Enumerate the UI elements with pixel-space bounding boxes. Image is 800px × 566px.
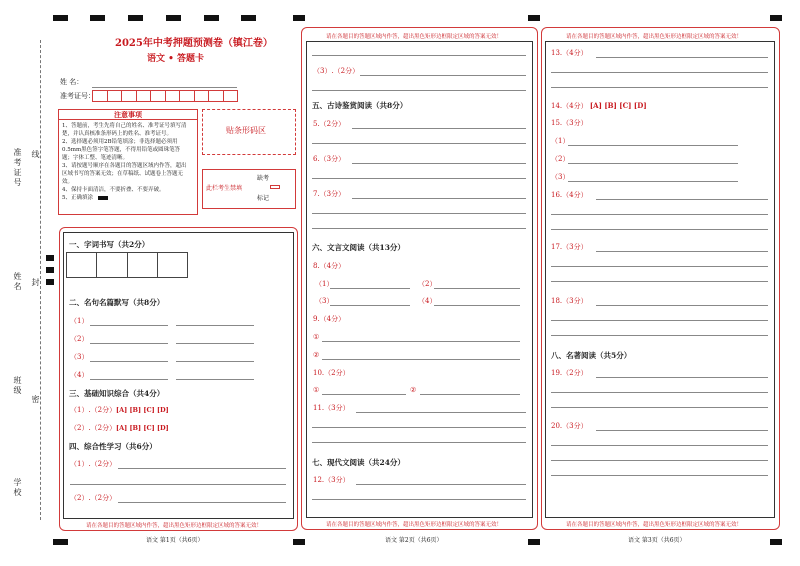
timing-mark (166, 15, 181, 21)
timing-mark (293, 539, 305, 545)
question-number: 12.（3分） (313, 476, 350, 484)
answer-line[interactable] (551, 281, 768, 282)
timing-mark (528, 539, 540, 545)
answer-line[interactable] (70, 484, 286, 485)
binding-label-id: 准考证号 (13, 148, 22, 188)
answer-line[interactable] (352, 128, 526, 129)
absent-label: 标记 (257, 195, 270, 202)
timing-mark (46, 279, 54, 285)
answer-line[interactable] (551, 214, 768, 215)
answer-line[interactable] (356, 412, 526, 413)
question-number: ② (410, 386, 417, 394)
binding-label-seal: 封 (31, 278, 40, 288)
answer-line[interactable] (90, 343, 168, 344)
answer-line[interactable] (312, 213, 526, 214)
section-title: 二、名句名篇默写（共8分） (69, 298, 165, 307)
answer-line[interactable] (551, 392, 768, 393)
question-number: （2）.（2分） (70, 494, 117, 502)
timing-mark (46, 267, 54, 273)
question-number: 20.（3分） (551, 422, 588, 430)
question-number: 6.（3分） (313, 155, 346, 163)
answer-line[interactable] (551, 229, 768, 230)
absent-checkbox[interactable] (270, 185, 280, 189)
answer-line[interactable] (322, 394, 406, 395)
notes-box (58, 109, 198, 215)
answer-line[interactable] (90, 361, 168, 362)
answer-line[interactable] (596, 57, 768, 58)
timing-mark (293, 15, 305, 21)
warning-bottom: 请在各题目的答题区域内作答，超出黑色矩形边框限定区域的答案无效！ (86, 523, 263, 529)
answer-line[interactable] (434, 288, 520, 289)
answer-line[interactable] (568, 163, 738, 164)
answer-line[interactable] (551, 320, 768, 321)
timing-mark (770, 539, 782, 545)
answer-line[interactable] (312, 90, 526, 91)
section-title: 六、文言文阅读（共13分） (312, 243, 405, 252)
question-number: （3） (70, 353, 89, 361)
notes-item: 1、答题前，考生先将自己的姓名、准考证号填写清楚，并认真核准条形码上的姓名、准考证号。 (62, 123, 187, 137)
answer-line[interactable] (596, 199, 768, 200)
answer-line[interactable] (312, 442, 526, 443)
answer-line[interactable] (551, 87, 768, 88)
warning-bottom: 请在各题目的答题区域内作答，超出黑色矩形边框限定区域的答案无效！ (566, 522, 743, 528)
notes-item: 5、正确填涂 (62, 194, 190, 202)
question-number: 5.（2分） (313, 120, 346, 128)
answer-line[interactable] (330, 288, 410, 289)
answer-line[interactable] (176, 361, 254, 362)
question-number: （3）.（2分） (313, 67, 360, 75)
question-number: （2） (70, 335, 89, 343)
answer-line[interactable] (551, 475, 768, 476)
barcode-label: 贴条形码区 (226, 126, 266, 135)
binding-label-name: 姓名 (13, 272, 22, 292)
answer-line[interactable] (551, 445, 768, 446)
absent-label: 缺考 (257, 175, 270, 182)
timing-mark (528, 15, 540, 21)
page3-footer: 语文 第3页（共6页） (628, 537, 686, 544)
warning-top: 请在各题目的答题区域内作答，超出黑色矩形边框限定区域的答案无效！ (566, 34, 743, 40)
warning-top: 请在各题目的答题区域内作答，超出黑色矩形边框限定区域的答案无效！ (326, 34, 503, 40)
question-number: （4） (70, 371, 89, 379)
binding-label-class: 班级 (13, 376, 22, 396)
timing-mark (241, 15, 256, 21)
answer-line[interactable] (312, 499, 526, 500)
answer-line[interactable] (434, 305, 520, 306)
section-title: 五、古诗鉴赏阅读（共8分） (312, 101, 408, 110)
answer-line[interactable] (356, 484, 526, 485)
word-grid[interactable] (66, 252, 188, 278)
question-number: （2） (551, 155, 570, 163)
question-number: 17.（3分） (551, 243, 588, 251)
section-title: 三、基础知识综合（共4分） (69, 389, 165, 398)
answer-line[interactable] (118, 468, 286, 469)
notes-item: 4、保持卡面清洁，不要折叠、不要弄破。 (62, 187, 165, 193)
answer-line[interactable] (568, 181, 738, 182)
question-number: （4） (418, 297, 437, 305)
binding-label-line: 线 (31, 150, 40, 160)
question-number: 10.（2分） (313, 369, 350, 377)
question-number: （1）.（2分） (70, 460, 117, 468)
answer-line[interactable] (312, 55, 526, 56)
page3-answer-frame (545, 41, 775, 518)
question-number: 16.（4分） (551, 191, 588, 199)
question-number: 11.（3分） (313, 404, 350, 412)
absent-note: 此栏考生禁填 (206, 185, 243, 192)
answer-line[interactable] (90, 325, 168, 326)
answer-line[interactable] (551, 460, 768, 461)
question-number: 18.（3分） (551, 297, 588, 305)
section-title: 八、名著阅读（共5分） (551, 351, 632, 360)
question-number: 13.（4分） (551, 49, 588, 57)
answer-line[interactable] (551, 72, 768, 73)
timing-mark (90, 15, 105, 21)
question-number: （1） (551, 137, 570, 145)
question-number: （1） (70, 317, 89, 325)
timing-mark (204, 15, 219, 21)
answer-line[interactable] (596, 251, 768, 252)
answer-line[interactable] (596, 377, 768, 378)
answer-line[interactable] (322, 359, 520, 360)
section-title: 四、综合性学习（共6分） (69, 442, 157, 451)
answer-line[interactable] (312, 178, 526, 179)
answer-line[interactable] (551, 266, 768, 267)
question-number: 15.（3分） (551, 119, 588, 127)
question-number: ① (313, 333, 320, 341)
notes-item: 3、请按题号顺序在各题目的答题区域内作答，超出区域书写的答案无效；在草稿纸、试题卷上答题无效。 (62, 163, 187, 185)
answer-line[interactable] (176, 379, 254, 380)
timing-mark (770, 15, 782, 21)
question-number: ② (313, 351, 320, 359)
choice-options[interactable]: [A] [B] [C] [D] (116, 406, 169, 414)
answer-line[interactable] (360, 75, 526, 76)
name-label: 姓 名： (60, 78, 84, 86)
question-number: （1） (315, 280, 334, 288)
question-number: （1）.（2分） (70, 406, 117, 414)
answer-line[interactable] (568, 145, 738, 146)
notes-title: 注意事项 (59, 110, 197, 120)
binding-label-secret: 密 (31, 395, 40, 405)
timing-mark (53, 539, 68, 545)
answer-line[interactable] (596, 305, 768, 306)
section-title: 七、现代文阅读（共24分） (312, 458, 405, 467)
question-number: （2） (418, 280, 437, 288)
choice-options[interactable]: [A] [B] [C] [D] (116, 424, 169, 432)
answer-line[interactable] (176, 325, 254, 326)
answer-line[interactable] (551, 407, 768, 408)
timing-mark (128, 15, 143, 21)
choice-options[interactable]: [A] [B] [C] [D] (589, 101, 647, 110)
question-number: 8.（4分） (313, 262, 346, 270)
warning-bottom: 请在各题目的答题区域内作答，超出黑色矩形边框限定区域的答案无效！ (326, 522, 503, 528)
answer-line[interactable] (90, 379, 168, 380)
answer-line[interactable] (176, 343, 254, 344)
page-subtitle: 语文 • 答题卡 (147, 54, 205, 64)
answer-line[interactable] (312, 427, 526, 428)
notes-item: 2、选择题必须用2B铅笔填涂；非选择题必须用0.5mm黑色签字笔答题，不得用铅笔或圆珠笔答题；字体工整、笔迹清晰。 (62, 139, 181, 161)
answer-line[interactable] (322, 341, 520, 342)
question-number: 14.（4分） [A] [B] [C] [D] (551, 101, 647, 110)
filled-sample-icon (98, 196, 108, 200)
answer-line[interactable] (312, 143, 526, 144)
answer-line[interactable] (352, 163, 526, 164)
section-title: 一、字词书写（共2分） (69, 240, 150, 249)
id-label: 准考证号： (60, 92, 95, 100)
answer-line[interactable] (596, 430, 768, 431)
question-number: 7.（3分） (313, 190, 346, 198)
answer-line[interactable] (118, 502, 286, 503)
answer-line[interactable] (352, 198, 526, 199)
question-number: （3） (315, 297, 334, 305)
page1-footer: 语文 第1页（共6页） (146, 537, 204, 544)
question-number: 19.（2分） (551, 369, 588, 377)
timing-mark (53, 15, 68, 21)
binding-label-school: 学校 (13, 478, 22, 498)
question-number: （3） (551, 173, 570, 181)
question-number: 9.（4分） (313, 315, 346, 323)
answer-line[interactable] (420, 394, 520, 395)
name-field[interactable] (92, 87, 237, 88)
timing-mark (46, 255, 54, 261)
question-number: （2）.（2分） (70, 424, 117, 432)
answer-line[interactable] (330, 305, 410, 306)
answer-line[interactable] (312, 228, 526, 229)
question-number: ① (313, 386, 320, 394)
id-input-grid[interactable] (92, 90, 238, 102)
answer-line[interactable] (551, 335, 768, 336)
page2-footer: 语文 第2页（共6页） (385, 537, 443, 544)
page-title: 2025年中考押题预测卷（镇江卷） (115, 38, 273, 49)
